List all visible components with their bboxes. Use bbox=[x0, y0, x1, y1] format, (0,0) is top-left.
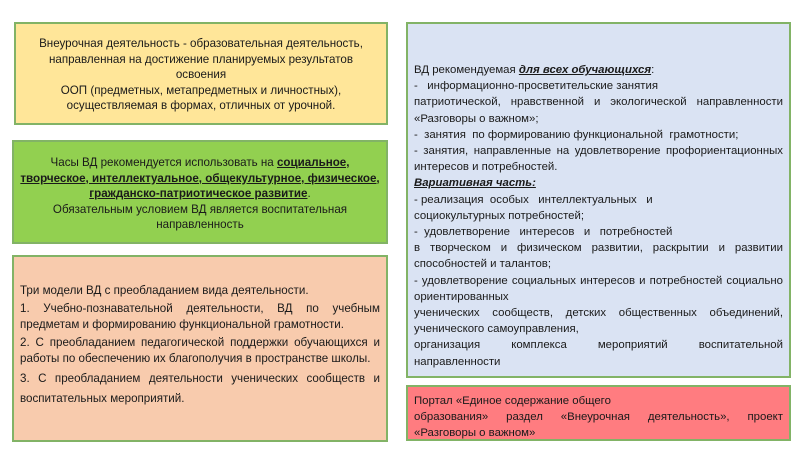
mandatory-item: - занятия, направленные на удовлетворение профориентационных интересов и потребностей. bbox=[414, 145, 783, 174]
hours-condition: Обязательным условием ВД является воспитательная bbox=[52, 202, 348, 216]
recommended-box bbox=[406, 22, 791, 378]
mandatory-item: - информационно-просветительские занятия bbox=[414, 80, 659, 93]
hours-line-3 bbox=[18, 186, 382, 202]
model-item-1: 1. Учебно-познавательной деятельности, ВД по учебным предметам и формированию функциональной грамотности. bbox=[20, 302, 380, 331]
model-item-3: 3. С преобладанием деятельности ученических сообществ и воспитательных мероприятий. bbox=[20, 372, 380, 405]
recommended-intro-text: ВД рекомендуемая bbox=[414, 64, 519, 76]
models-title: Три модели ВД с преобладанием вида деятельности. bbox=[20, 284, 309, 297]
variative-item: социокультурных потребностей; bbox=[414, 209, 585, 222]
hours-intro: Часы ВД рекомендуется использовать на bbox=[50, 156, 277, 169]
variative-item: в творческом и физическом развитии, раскрытии и развитии способностей и талантов; bbox=[414, 242, 783, 271]
variative-title: Вариативная часть: bbox=[414, 177, 536, 190]
portal-line-1: Портал «Единое содержание общего bbox=[414, 395, 611, 407]
definition-line: Внеурочная деятельность - образовательная деятельность, bbox=[39, 37, 363, 50]
variative-item: - удовлетворение социальных интересов и потребностей социально ориентированных bbox=[414, 274, 783, 303]
model-item-2: 2. С преобладанием педагогической поддержки обучающихся и работы по обеспечению их благополучия в пространстве школы. bbox=[20, 336, 380, 365]
definition-box bbox=[14, 22, 388, 125]
recommended-intro bbox=[414, 62, 783, 78]
hours-emphasis-social: социальное, bbox=[276, 156, 350, 169]
hours-condition-end: направленность bbox=[156, 218, 244, 232]
hours-line-1 bbox=[18, 155, 382, 171]
variative-item: ученических сообществ, детских общественных объединений, ученического самоуправления, bbox=[414, 307, 783, 336]
recommended-emphasis: для всех обучающихся bbox=[518, 64, 652, 76]
mandatory-item: - занятия по формированию функциональной грамотности; bbox=[414, 128, 739, 141]
hours-box bbox=[12, 140, 388, 244]
variative-item: организация комплекса мероприятий воспитательной направленности bbox=[414, 339, 783, 368]
hours-emphasis-civic: гражданско-патриотическое развитие bbox=[89, 187, 308, 201]
hours-emphasis-areas: творческое, интеллектуальное, общекультурное, физическое, bbox=[20, 171, 380, 185]
definition-line: освоения bbox=[175, 68, 227, 82]
portal-line-2: образования» раздел «Внеурочная деятельность», проект «Разговоры о важном» bbox=[414, 411, 783, 439]
portal-box bbox=[406, 385, 791, 441]
recommended-colon: : bbox=[651, 64, 655, 76]
hours-period: . bbox=[307, 187, 311, 201]
models-box bbox=[12, 255, 388, 442]
definition-line: ООП (предметных, метапредметных и личностных), bbox=[60, 83, 342, 97]
mandatory-item: патриотической, нравственной и экологической направленности «Разговоры о важном»; bbox=[414, 96, 783, 125]
definition-line: направленная на достижение планируемых результатов bbox=[48, 52, 354, 66]
variative-item: - реализация особых интеллектуальных и bbox=[414, 193, 653, 206]
variative-item: - удовлетворение интересов и потребностей bbox=[414, 226, 673, 239]
definition-line: осуществляемая в формах, отличных от урочной. bbox=[66, 99, 336, 113]
